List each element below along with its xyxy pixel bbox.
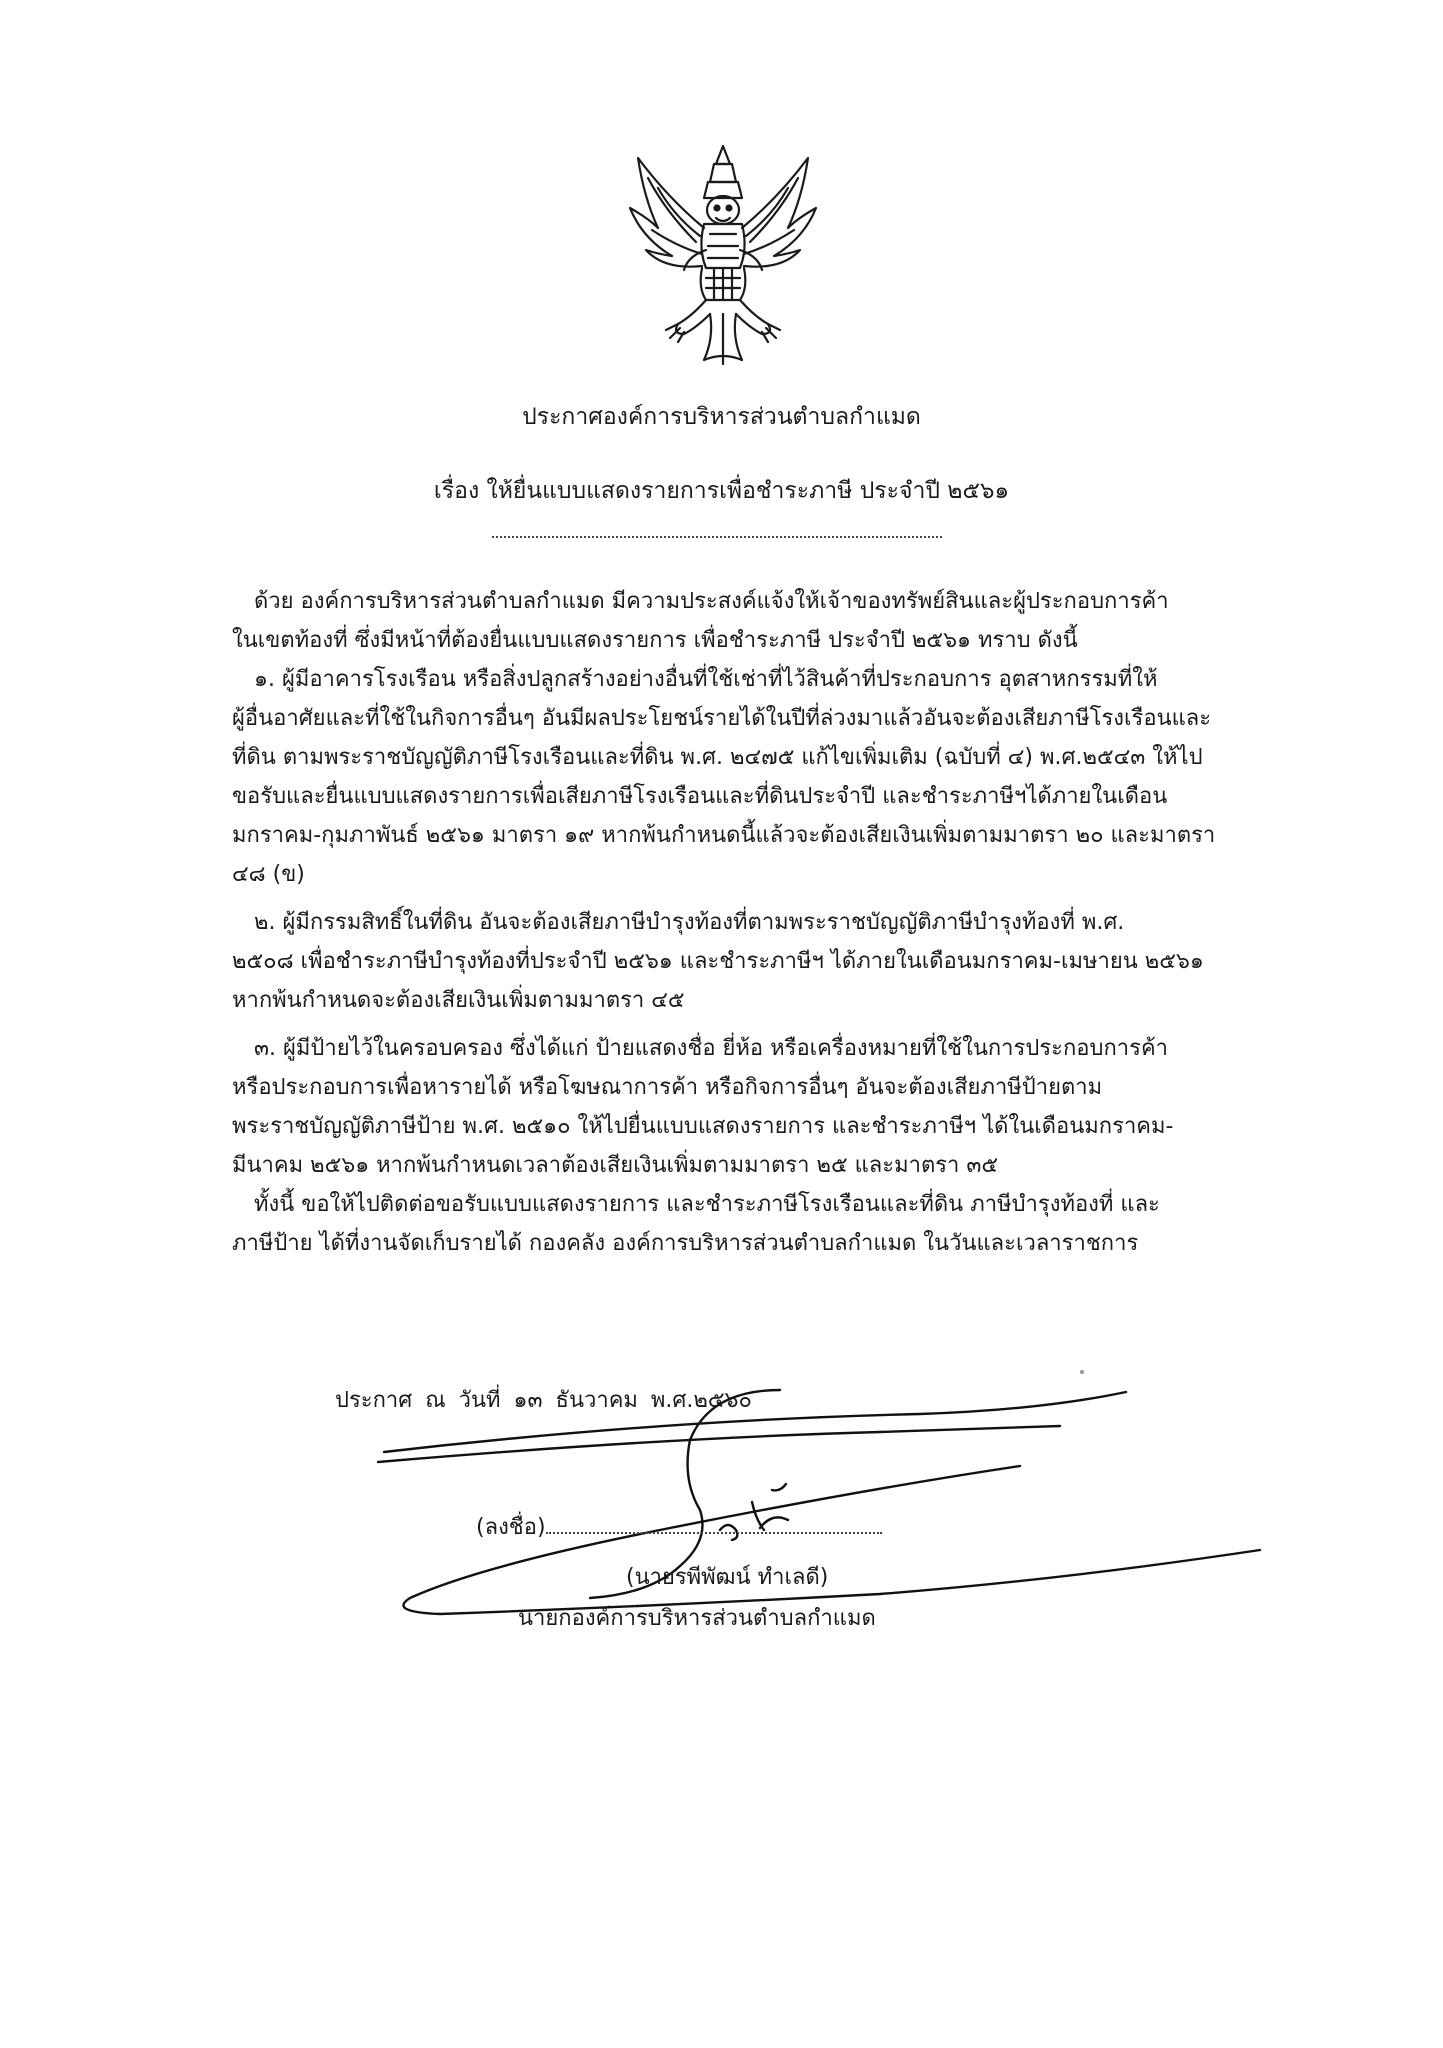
body-line: ๓. ผู้มีป้ายไว้ในครอบครอง ซึ่งได้แก่ ป้ายแสดงชื่อ ยี่ห้อ หรือเครื่องหมายที่ใช้ในการประกอบการค้า bbox=[254, 1036, 1169, 1061]
body-line: หรือประกอบการเพื่อหารายได้ หรือโฆษณาการค้า หรือกิจการอื่นๆ อันจะต้องเสียภาษีป้ายตาม bbox=[232, 1075, 1103, 1100]
paragraph-gap bbox=[232, 1020, 1282, 1029]
body-line: ผู้อื่นอาศัยและที่ใช้ในกิจการอื่นๆ อันมีผลประโยชน์รายได้ในปีที่ล่วงมาแล้วอันจะต้องเสียภาษีโรงเรือนและ bbox=[232, 706, 1212, 731]
body-line: ภาษีป้าย ได้ที่งานจัดเก็บรายได้ กองคลัง องค์การบริหารส่วนตำบลกำแมด ในวันและเวลาราชการ bbox=[232, 1231, 1139, 1256]
document-body bbox=[232, 582, 1282, 1263]
body-line: หากพ้นกำหนดจะต้องเสียเงินเพิ่มตามมาตรา ๔๕ bbox=[232, 988, 685, 1013]
body-line: ที่ดิน ตามพระราชบัญญัติภาษีโรงเรือนและที่ดิน พ.ศ. ๒๔๗๕ แก้ไขเพิ่มเติม (ฉบับที่ ๔) พ.ศ.๒๕๔๓ ให้ไป bbox=[232, 745, 1203, 770]
body-line: ขอรับและยื่นแบบแสดงรายการเพื่อเสียภาษีโรงเรือนและที่ดินประจำปี และชำระภาษีฯได้ภายในเดือน bbox=[232, 784, 1168, 809]
body-line: มกราคม-กุมภาพันธ์ ๒๕๖๑ มาตรา ๑๙ หากพ้นกำหนดนี้แล้วจะต้องเสียเงินเพิ่มตามมาตรา ๒๐ และมาตรา bbox=[232, 823, 1216, 848]
signer-position: นายกองค์การบริหารส่วนตำบลกำแมด bbox=[518, 1606, 876, 1631]
body-line: ๒๕๐๘ เพื่อชำระภาษีบำรุงท้องที่ประจำปี ๒๕๖๑ และชำระภาษีฯ ได้ภายในเดือนมกราคม-เมษายน ๒๕๖๑ bbox=[232, 949, 1204, 974]
signer-name: (นายรพีพัฒน์ ทำเลดี) bbox=[626, 1565, 829, 1590]
signature-label: (ลงชื่อ) bbox=[476, 1515, 546, 1540]
scan-speck bbox=[1080, 1370, 1084, 1374]
announcement-date: ประกาศ ณ วันที่ ๑๓ ธันวาคม พ.ศ.๒๕๖๐ bbox=[335, 1388, 752, 1413]
body-line: ๒. ผู้มีกรรมสิทธิ์ในที่ดิน อันจะต้องเสียภาษีบำรุงท้องที่ตามพระราชบัญญัติภาษีบำรุงท้องที่ พ.ศ. bbox=[254, 910, 1125, 935]
body-line: ๑. ผู้มีอาคารโรงเรือน หรือสิ่งปลูกสร้างอย่างอื่นที่ใช้เช่าที่ไว้สินค้าที่ประกอบการ อุตสาหกรรมที่ให้ bbox=[254, 667, 1158, 692]
signature-line bbox=[476, 1512, 882, 1543]
body-line: ทั้งนี้ ขอให้ไปติดต่อขอรับแบบแสดงรายการ และชำระภาษีโรงเรือนและที่ดิน ภาษีบำรุงท้องที่ และ bbox=[254, 1192, 1160, 1217]
garuda-emblem-icon bbox=[618, 138, 828, 368]
document-subject: เรื่อง ให้ยื่นแบบแสดงรายการเพื่อชำระภาษี ประจำปี ๒๕๖๑ bbox=[433, 478, 1010, 504]
body-line: ด้วย องค์การบริหารส่วนตำบลกำแมด มีความประสงค์แจ้งให้เจ้าของทรัพย์สินและผู้ประกอบการค้า bbox=[254, 589, 1169, 614]
paragraph-gap bbox=[232, 894, 1282, 903]
document-title: ประกาศองค์การบริหารส่วนตำบลกำแมด bbox=[522, 404, 921, 430]
body-line: ในเขตท้องที่ ซึ่งมีหน้าที่ต้องยื่นแบบแสดงรายการ เพื่อชำระภาษี ประจำปี ๒๕๖๑ ทราบ ดังนี้ bbox=[232, 628, 1078, 653]
body-line: มีนาคม ๒๕๖๑ หากพ้นกำหนดเวลาต้องเสียเงินเพิ่มตามมาตรา ๒๕ และมาตรา ๓๕ bbox=[232, 1153, 999, 1178]
body-line: ๔๘ (ข) bbox=[232, 862, 305, 887]
body-line: พระราชบัญญัติภาษีป้าย พ.ศ. ๒๕๑๐ ให้ไปยื่นแบบแสดงรายการ และชำระภาษีฯ ได้ในเดือนมกราคม- bbox=[232, 1114, 1174, 1139]
signature-dots bbox=[546, 1512, 882, 1534]
handwritten-signature bbox=[360, 1380, 1300, 1630]
dotted-divider bbox=[492, 536, 942, 538]
